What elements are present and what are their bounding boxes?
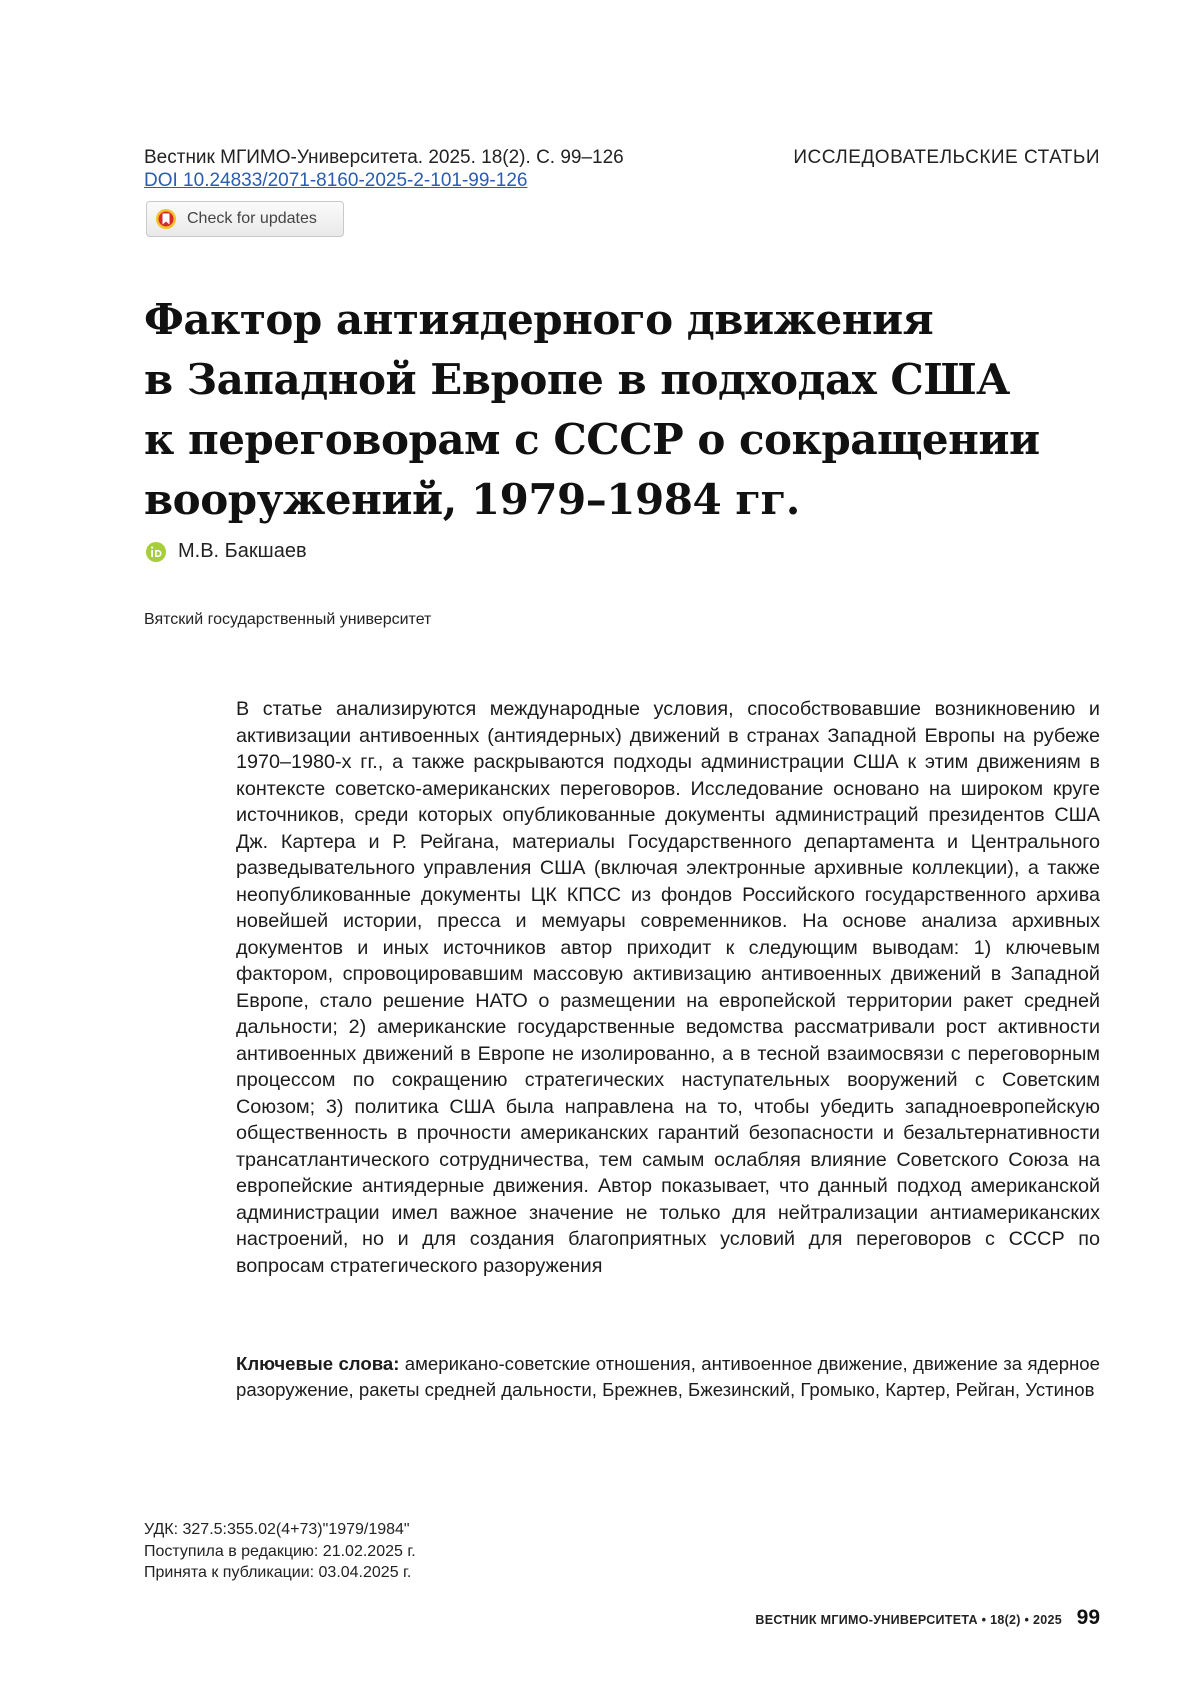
affiliation: Вятский государственный университет [144,611,432,628]
title-line: Фактор антиядерного движения [144,295,934,344]
received-date: Поступила в редакцию: 21.02.2025 г. [144,1542,416,1560]
title-line: к переговорам с СССР о сокращении [144,415,1040,464]
title-line: в Западной Европе в подходах США [144,355,1010,404]
author-name: М.В. Бакшаев [178,540,307,562]
journal-reference: Вестник МГИМО-Университета. 2025. 18(2). С. 99–126 [144,147,624,168]
footer-journal: ВЕСТНИК МГИМО-УНИВЕРСИТЕТА • 18(2) • 2025 [755,1613,1062,1627]
orcid-icon[interactable] [146,542,166,562]
keywords [236,1351,1100,1403]
page-number: 99 [1076,1606,1100,1629]
doi-link[interactable]: DOI 10.24833/2071-8160-2025-2-101-99-126 [144,170,528,191]
abstract: В статье анализируются международные условия, способствовавшие возникновению и активизации антивоенных (антиядерных) движений в странах Западной Европы на рубеже 1970–1980-х гг., а также раскрываются подходы администрации США к этим движениям в контексте советско-американских переговоров. Исследование основано на широком круге источников, среди которых опубликованные документы администраций президентов США Дж. Картера и Р. Рейгана, материалы Государственного департамента и Центрального разведывательного управления США (включая электронные архивные коллекции), а также неопубликованные документы ЦК КПСС из фондов Российского государственного архива новейшей истории, пресса и мемуары современников. На основе анализа архивных документов и иных источников автор приходит к следующим выводам: 1) ключевым фактором, спровоцировавшим массовую активизацию антивоенных движений в Западной Европе, стало решение НАТО о размещении на европейской территории ракет средней дальности; 2) американские государственные ведомства рассматривали рост активности антивоенных движений в Европе не изолированно, а в тесной взаимосвязи с переговорным процессом по сокращению стратегических наступательных вооружений с Советским Союзом; 3) политика США была направлена на то, чтобы убедить западноевропейскую общественность в прочности американских гарантий безопасности и безальтернативности трансатлантического сотрудничества, тем самым ослабляя влияние Советского Союза на европейские антиядерные движения. Автор показывает, что данный подход американской администрации имел важное значение не только для нейтрализации антиамериканских настроений, но и для создания благоприятных условий для переговоров с СССР по вопросам стратегического разоружения [236,698,1100,1277]
accepted-date: Принята к публикации: 03.04.2025 г. [144,1564,412,1581]
keywords-text: американо-советские отношения, антивоенное движение, движение за ядерное разоружение, ракеты средней дальности, Брежнев, Бжезинский, Громыко, Картер, Рейган, Устинов [236,1353,1100,1400]
title-line: вооружений, 1979–1984 гг. [144,475,800,524]
udc: УДК: 327.5:355.02(4+73)"1979/1984" [144,1521,410,1538]
keywords-label: Ключевые слова: [236,1353,400,1374]
check-for-updates-label: Check for updates [187,210,317,227]
header-left [144,146,764,192]
publication-meta [144,1519,416,1584]
article-title [144,290,1044,530]
check-for-updates-button[interactable] [146,201,344,237]
bookmark-icon [155,208,177,230]
author-row [146,540,307,563]
section-label: ИССЛЕДОВАТЕЛЬСКИЕ СТАТЬИ [793,147,1100,168]
